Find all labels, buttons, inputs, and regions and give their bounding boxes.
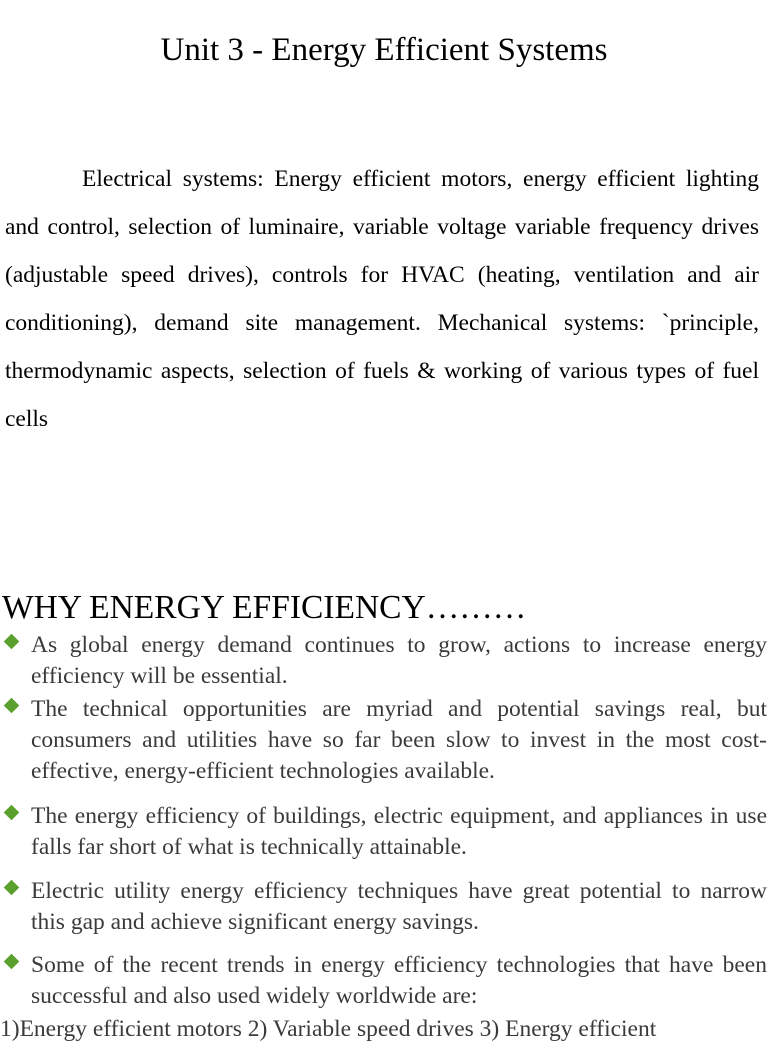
syllabus-paragraph: Electrical systems: Energy efficient motors, energy efficient lighting and control, selection of luminaire, variable voltage variable frequency drives (adjustable speed drives), controls for HVAC (heating, ventilation and air conditioning), demand site management. Mechanical systems: `principle, thermodynamic aspects, selection of fuels & working of various types of fuel cells [5,166,759,432]
slide-why-energy-efficiency [0,580,768,1042]
section-heading: WHY ENERGY EFFICIENCY……… [2,589,527,626]
cut-off-text-line: 1)Energy efficient motors 2) Variable speed drives 3) Energy efficient [0,1016,657,1042]
bullet-text: The energy efficiency of buildings, electric equipment, and appliances in use falls far short of what is technically attainable. [31,803,767,860]
green-diamond-bullet-icon [4,880,20,896]
green-diamond-bullet-icon [4,805,20,821]
bullet-text: Electric utility energy efficiency techniques have great potential to narrow this gap and achieve significant energy savings. [31,878,767,935]
green-diamond-bullet-icon [4,698,20,714]
bullet-text: The technical opportunities are myriad and potential savings real, but consumers and utilities have so far been slow to invest in the most cost-effective, energy-efficient technologies available. [31,696,767,784]
bullet-text: As global energy demand continues to grow, actions to increase energy efficiency will be essential. [31,632,767,689]
green-diamond-bullet-icon [4,634,20,650]
green-diamond-bullet-icon [4,954,20,970]
bullet-text: Some of the recent trends in energy efficiency technologies that have been successful and also used widely worldwide are: [31,952,767,1009]
slide-title: Unit 3 - Energy Efficient Systems [160,32,608,68]
